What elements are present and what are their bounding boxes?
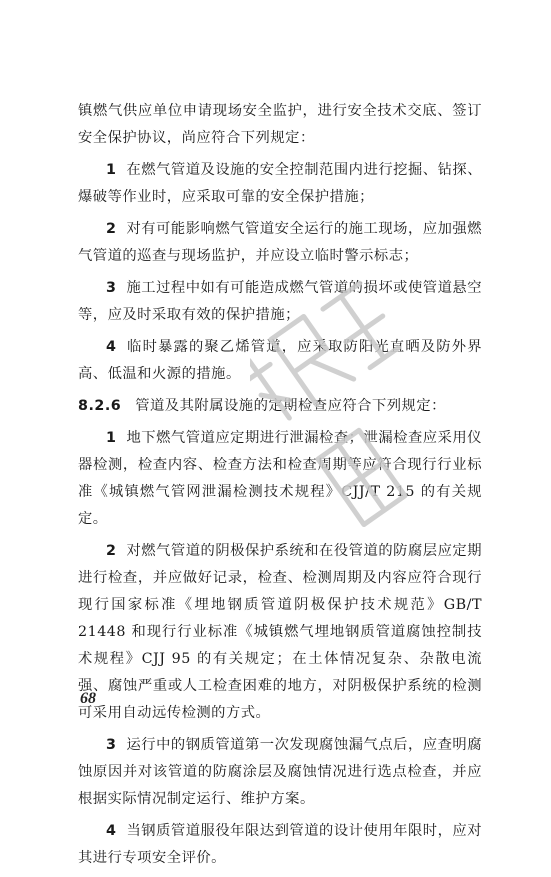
item-number: 1: [106, 430, 117, 446]
paragraph-item: [78, 732, 482, 813]
item-number: 2: [106, 543, 117, 559]
paragraph-text: 运行中的钢质管道第一次发现腐蚀漏气点后，应查明腐蚀原因并对该管道的防腐涂层及腐蚀情况进行选点检查，并应根据实际情况制定运行、维护方案。: [78, 737, 482, 807]
paragraph-item: [78, 538, 482, 727]
paragraph-text: 在燃气管道及设施的安全控制范围内进行挖掘、钻探、爆破等作业时，应采取可靠的安全保护措施；: [78, 162, 482, 205]
clause-number: 8.2.6: [78, 398, 122, 414]
paragraph-text: 对燃气管道的阴极保护系统和在役管道的防腐层应定期进行检查，并应做好记录，检查、检测周期及内容应符合现行现行国家标准《埋地钢质管道阴极保护技术规范》GB/T 21448 和现行行业标准《城镇燃气埋地钢质管道腐蚀控制技术规程》CJJ 95 的有关规定；在土体情况复杂、杂散电流强、腐蚀严重或人工检查困难的地方，对阴极保护系统的检测可采用自动远传检测的方式。: [78, 543, 482, 721]
item-number: 2: [106, 221, 117, 237]
item-number: 3: [106, 737, 117, 753]
paragraph-text: 地下燃气管道应定期进行泄漏检查；泄漏检查应采用仪器检测，检查内容、检查方法和检查周期等应符合现行行业标准《城镇燃气管网泄漏检测技术规程》CJJ/T 215 的有关规定。: [78, 430, 482, 527]
paragraph-item: [78, 425, 482, 533]
item-number: 3: [106, 280, 117, 296]
document-body: [78, 98, 482, 877]
paragraph-item: [78, 334, 482, 388]
item-number: 4: [106, 823, 117, 839]
paragraph-item: [78, 275, 482, 329]
item-number: 4: [106, 339, 117, 355]
paragraph-item: [78, 157, 482, 211]
clause-heading: [78, 393, 482, 420]
paragraph-continuation: [78, 98, 482, 152]
paragraph-text: 施工过程中如有可能造成燃气管道的损坏或使管道悬空等，应及时采取有效的保护措施；: [78, 280, 482, 323]
paragraph-text: 当钢质管道服役年限达到管道的设计使用年限时，应对其进行专项安全评价。: [78, 823, 482, 866]
item-number: 1: [106, 162, 117, 178]
paragraph-item: [78, 818, 482, 872]
paragraph-item: [78, 216, 482, 270]
clause-text: 管道及其附属设施的定期检查应符合下列规定：: [135, 398, 446, 414]
page-number: 68: [80, 690, 96, 707]
paragraph-text: 临时暴露的聚乙烯管道，应采取防阳光直晒及防外界高、低温和火源的措施。: [78, 339, 482, 382]
paragraph-text: 镇燃气供应单位申请现场安全监护，进行安全技术交底、签订安全保护协议，尚应符合下列规定：: [78, 103, 482, 146]
paragraph-text: 对有可能影响燃气管道安全运行的施工现场，应加强燃气管道的巡查与现场监护，并应设立临时警示标志；: [78, 221, 482, 264]
